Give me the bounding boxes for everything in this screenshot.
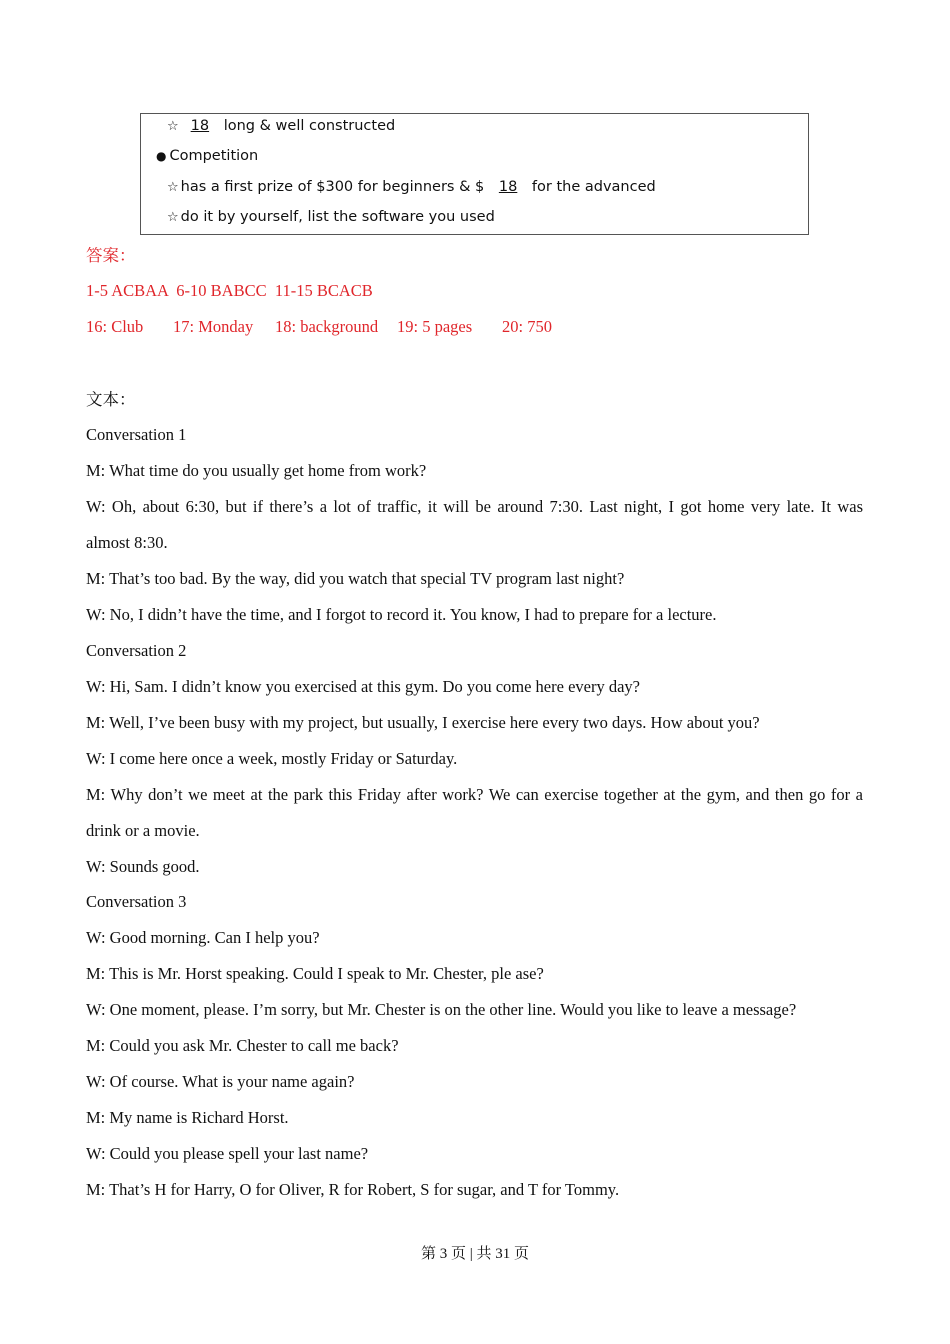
- answer-item: 17: Monday: [173, 317, 254, 336]
- transcript-heading: 文本：: [86, 390, 136, 409]
- answer-item: 18: background: [275, 317, 379, 336]
- notes-line-4: [167, 207, 495, 228]
- dialogue-line: M: Could you ask Mr. Chester to call me back?: [86, 1036, 399, 1055]
- dialogue-line: W: One moment, please. I’m sorry, but Mr. Chester is on the other line. Would you like to leave a message?: [86, 1000, 797, 1019]
- conversation-title: Conversation 2: [86, 641, 187, 660]
- dialogue-line: W: Good morning. Can I help you?: [86, 928, 320, 947]
- notes-text: has a first prize of $300 for beginners & $: [180, 179, 485, 195]
- answer-item: 20: 750: [502, 317, 552, 336]
- notes-line-3: [167, 177, 656, 198]
- answer-item: 19: 5 pages: [397, 317, 473, 336]
- conversation-title: Conversation 3: [86, 892, 187, 911]
- dialogue-line: W: No, I didn’t have the time, and I forgot to record it. You know, I had to prepare for a lecture.: [86, 605, 717, 624]
- page-footer: 第 3 页 | 共 31 页: [420, 1246, 529, 1262]
- dialogue-line: W: Sounds good.: [86, 857, 200, 876]
- notes-heading: Competition: [169, 148, 259, 164]
- dialogue-line: M: This is Mr. Horst speaking. Could I speak to Mr. Chester, ple ase?: [86, 964, 544, 983]
- star-icon: ☆: [167, 180, 179, 195]
- notes-text: do it by yourself, list the software you used: [180, 209, 495, 225]
- blank-field: 18: [190, 118, 210, 134]
- dialogue-line: M: Well, I’ve been busy with my project, but usually, I exercise here every two days. How about you?: [86, 713, 760, 732]
- dialogue-line: M: What time do you usually get home from work?: [86, 461, 427, 480]
- conversation-title: Conversation 1: [86, 425, 187, 444]
- dialogue-line: W: Oh, about 6:30, but if there’s a lot of traffic, it will be around 7:30. Last night, I got home very late. It was: [86, 497, 863, 516]
- dialogue-line: almost 8:30.: [86, 533, 168, 552]
- answers-heading: 答案：: [86, 246, 136, 265]
- dialogue-line: W: Could you please spell your last name?: [86, 1144, 369, 1163]
- answer-item: 16: Club: [86, 317, 144, 336]
- dialogue-line: W: Of course. What is your name again?: [86, 1072, 355, 1091]
- blank-field: 18: [498, 179, 518, 195]
- dialogue-line: M: Why don’t we meet at the park this Friday after work? We can exercise together at the gym, and then go for a: [86, 785, 863, 804]
- dialogue-line: W: Hi, Sam. I didn’t know you exercised at this gym. Do you come here every day?: [86, 677, 640, 696]
- dialogue-line: M: That’s H for Harry, O for Oliver, R for Robert, S for sugar, and T for Tommy.: [86, 1180, 620, 1199]
- dialogue-line: W: I come here once a week, mostly Friday or Saturday.: [86, 749, 458, 768]
- dialogue-line: drink or a movie.: [86, 821, 200, 840]
- star-icon: ☆: [167, 210, 179, 225]
- bullet-icon: ●: [156, 149, 167, 163]
- notes-text: for the advanced: [531, 179, 656, 195]
- answers-fill: [86, 316, 586, 338]
- dialogue-line: M: That’s too bad. By the way, did you watch that special TV program last night?: [86, 569, 625, 588]
- answers-mc: 1-5 ACBAA 6-10 BABCC 11-15 BCACB: [86, 281, 373, 300]
- notes-line-1: [167, 116, 395, 137]
- notes-line-2: [156, 146, 258, 166]
- star-icon: ☆: [167, 119, 179, 134]
- notes-text: long & well constructed: [223, 118, 396, 134]
- notes-box: [140, 113, 809, 235]
- dialogue-line: M: My name is Richard Horst.: [86, 1108, 289, 1127]
